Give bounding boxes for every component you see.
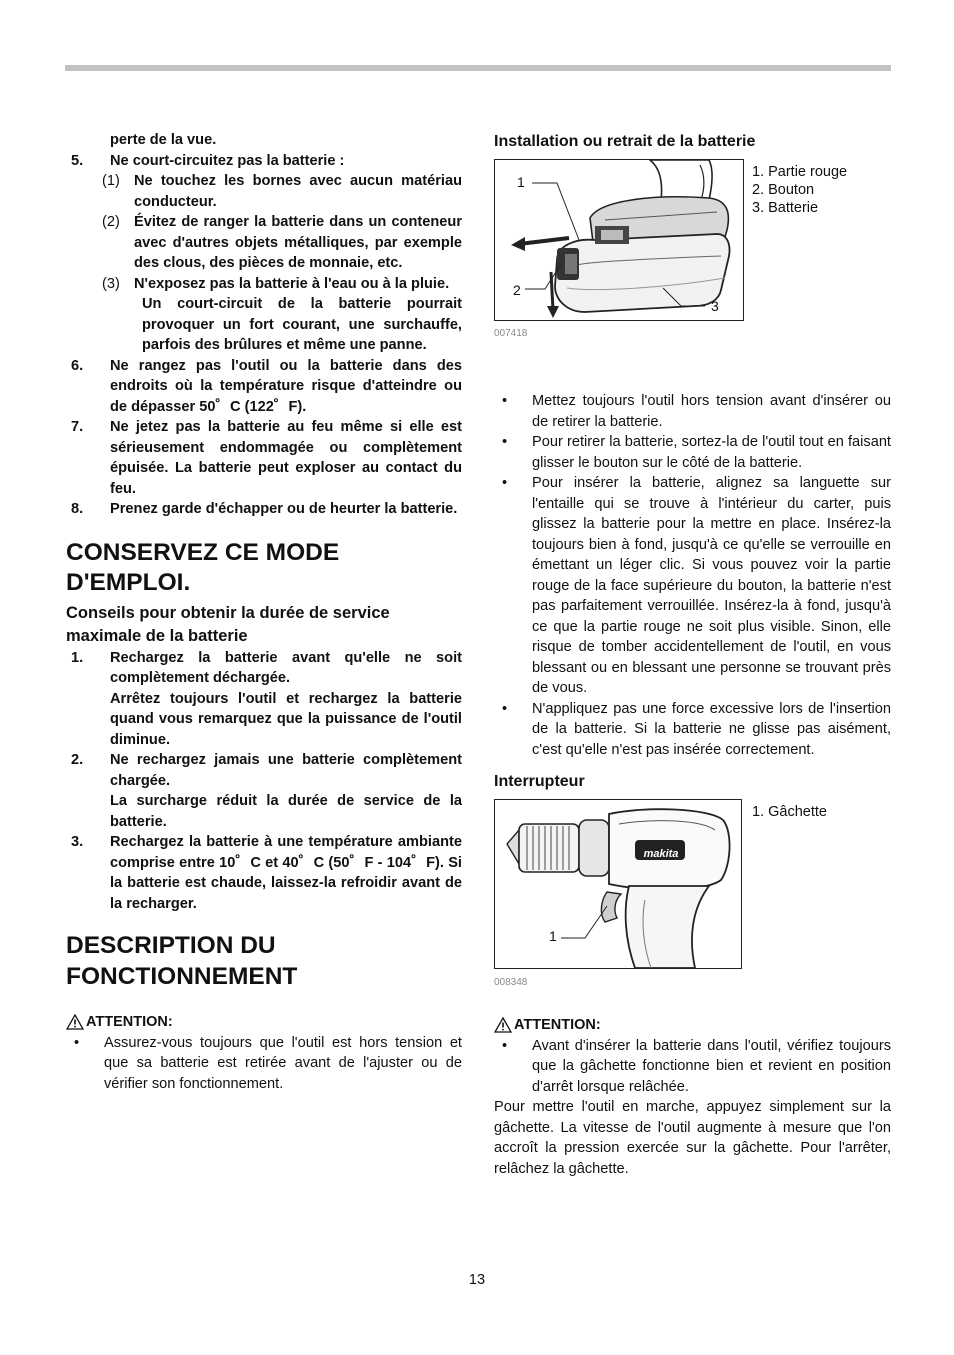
section-heading: CONSERVEZ CE MODE D'EMPLOI. (66, 538, 340, 596)
sub-list-item: (1) Ne touchez les bornes avec aucun matériau conducteur. (102, 173, 462, 210)
list-item: 2. Ne rechargez jamais une batterie complètement chargée. (71, 752, 462, 789)
bullet-icon: • (502, 393, 508, 409)
bullet-icon: • (502, 1037, 508, 1054)
list-item: • N'appliquez pas une force excessive lors de l'insertion de la batterie. Si la batterie ne glisse pas aisément, c'est qu'elle n'est pas insérée correctement. (494, 699, 891, 761)
left-column (66, 130, 462, 1094)
attention-label: ATTENTION: (494, 1015, 891, 1036)
list-item: 1. Rechargez la batterie avant qu'elle ne soit complètement déchargée. (71, 649, 462, 686)
bullet-icon: • (502, 475, 508, 491)
sub-note: Un court-circuit de la batterie pourrait provoquer un fort courant, une surchauffe, parfois des brûlures et même une panne. (142, 296, 462, 353)
subsection-heading: Conseils pour obtenir la durée de service maximale de la batterie (66, 603, 390, 645)
bullet-icon: • (74, 1034, 80, 1051)
figure-code: 007418 (494, 328, 528, 339)
legend-item: 1. Partie rouge (752, 164, 848, 180)
switch-illustration (494, 799, 742, 969)
figure-legend (752, 803, 827, 821)
body-paragraph: Pour mettre l'outil en marche, appuyez simplement sur la gâchette. La vitesse de l'outil augmente à mesure que l'on accroît la pression exercée sur la gâchette. Pour l'arrêter, relâchez la gâchette. (494, 1099, 891, 1177)
brand-logo: makita (643, 848, 679, 860)
list-item: 5. Ne court-circuitez pas la batterie : (71, 152, 345, 169)
list-item: • Mettez toujours l'outil hors tension avant d'insérer ou de retirer la batterie. (494, 391, 891, 432)
bullet-icon: • (502, 700, 508, 717)
list-item: 8. Prenez garde d'échapper ou de heurter la batterie. (71, 501, 458, 517)
battery-illustration (494, 159, 744, 321)
callout-label: 1 (517, 174, 525, 190)
bullet-icon: • (502, 434, 508, 450)
list-note: La surcharge réduit la durée de service de la batterie. (110, 793, 462, 830)
list-item: • Pour insérer la batterie, alignez sa languette sur l'entaille qui se trouve à l'intérieur du carter, puis glissez la batterie pour la mettre en place. Insérez-la toujours bien à fond, jusqu'à ce qu'elle se verrouille en émettant un léger clic. Si vous pouvez voir la partie rouge de la face supérieure du bouton, la batterie n'est pas parfaitement verrouillée. Insérez-la à fond, jusqu'à ce que la partie rouge ne soit plus visible. Sinon, elle risque de tomber accidentellement de l'outil, en vous blessant ou en blessant une personne se trouvant près de vous. (494, 473, 891, 699)
switch-figure (494, 793, 891, 1003)
callout-label: 2 (513, 282, 521, 298)
list-item: 3. Rechargez la batterie à une température ambiante comprise entre 10゜C et 40゜C (50゜F - 104゜F). Si la batterie est chaude, laissez-la refroidir avant de la recharger. (71, 834, 462, 912)
list-item: 6. Ne rangez pas l'outil ou la batterie dans des endroits où la température risque d'atteindre ou de dépasser 50゜C (122゜F). (71, 357, 462, 415)
attention-bullet: • Assurez-vous toujours que l'outil est hors tension et que sa batterie est retirée avant de l'ajuster ou de vérifier son fonctionnement. (66, 1033, 462, 1095)
warning-icon (494, 1017, 512, 1033)
drill-battery-drawing (495, 160, 743, 320)
right-column (494, 130, 891, 1179)
attention-label: ATTENTION: (66, 1012, 462, 1033)
list-item: • Pour retirer la batterie, sortez-la de l'outil tout en faisant glisser le bouton sur le côté de la batterie. (494, 432, 891, 473)
callout-label: 1 (549, 928, 557, 944)
legend-item: 2. Bouton (752, 182, 815, 198)
legend-item: 3. Batterie (752, 200, 819, 216)
list-note: Arrêtez toujours l'outil et rechargez la batterie quand vous remarquez que la puissance de l'outil diminue. (110, 690, 462, 748)
continued-text: perte de la vue. (110, 132, 217, 148)
bullet-list (494, 391, 891, 760)
legend-item: 1. Gâchette (752, 804, 827, 820)
sub-list-item: (3) N'exposez pas la batterie à l'eau ou à la pluie. (102, 275, 450, 292)
figure-code: 008348 (494, 977, 528, 988)
callout-label: 3 (711, 298, 719, 314)
header-rule (65, 65, 891, 71)
page-number: 13 (468, 1272, 486, 1288)
subsection-heading: Interrupteur (494, 773, 585, 790)
warning-icon (66, 1014, 84, 1030)
list-item: 7. Ne jetez pas la batterie au feu même si elle est sérieusement endommagée ou complètement épuisée. La batterie peut exploser au contact du feu. (71, 419, 462, 497)
battery-figure (494, 153, 891, 353)
attention-bullet: • Avant d'insérer la batterie dans l'outil, vérifiez toujours que la gâchette fonctionne bien et revient en position d'arrêt lorsque relâchée. (494, 1036, 891, 1098)
subsection-heading: Installation ou retrait de la batterie (494, 133, 756, 150)
figure-legend (752, 163, 847, 217)
section-heading: DESCRIPTION DU FONCTIONNEMENT (66, 932, 298, 990)
sub-list-item: (2) Évitez de ranger la batterie dans un conteneur avec d'autres objets métalliques, par exemple des clous, des pièces de monnaie, etc. (102, 214, 462, 271)
drill-trigger-drawing (495, 800, 741, 968)
